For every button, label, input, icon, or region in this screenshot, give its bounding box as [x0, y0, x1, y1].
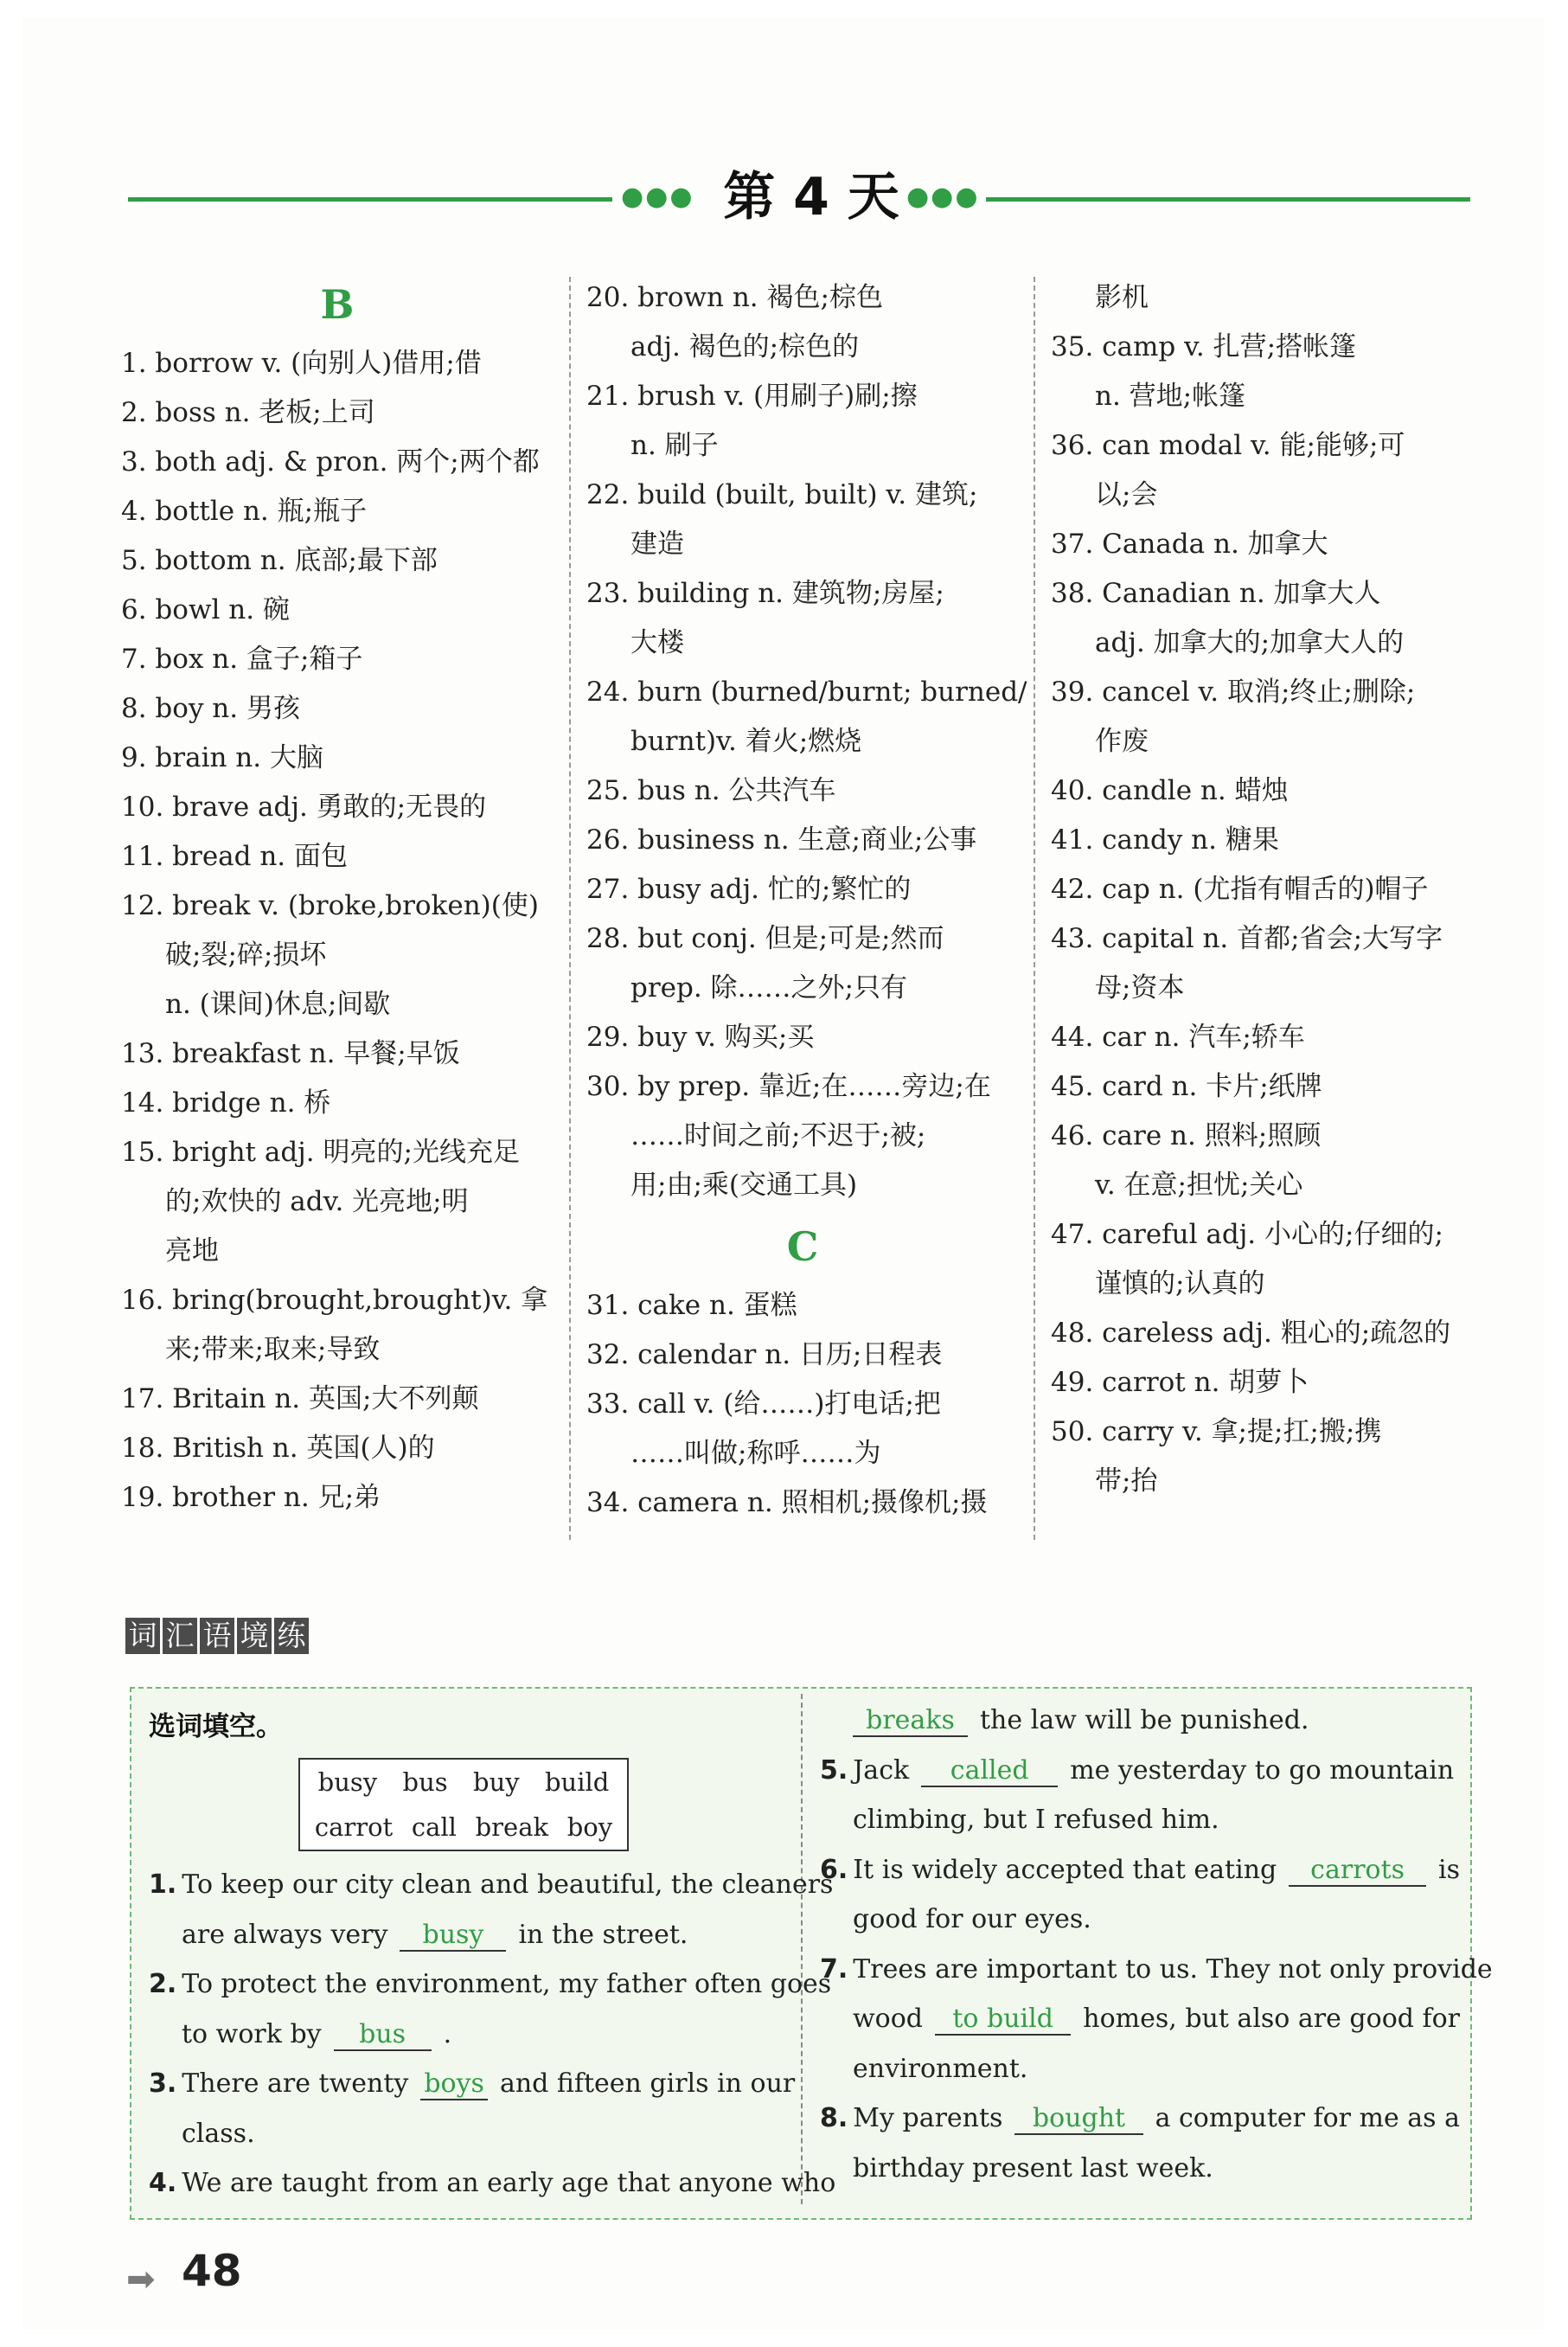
vocab-entry: 35. camp v. 扎营;搭帐篷: [1051, 331, 1357, 362]
vocab-entry: 36. can modal v. 能;能够;可: [1051, 430, 1405, 461]
vocab-entry-continued: 破;裂;碎;损坏: [165, 939, 327, 971]
question-3: [149, 2059, 796, 2109]
vocab-entry: 43. capital n. 首都;省会;大写字: [1051, 923, 1443, 954]
question-text: climbing, but I refused him.: [853, 1805, 1219, 1835]
page-title: 第 4 天: [723, 167, 899, 228]
question-number: 5.: [820, 1754, 848, 1786]
exercise-left-column: [149, 1860, 836, 2209]
question-text: birthday present last week.: [853, 2152, 1213, 2183]
word-bank-item: busy: [317, 1767, 378, 1797]
question-text: me yesterday to go mountain: [1070, 1754, 1455, 1786]
vocab-entry: 34. camera n. 照相机;摄像机;摄: [586, 1487, 988, 1518]
question-7: [820, 1945, 1493, 1995]
vocab-entry: 9. brain n. 大脑: [121, 742, 323, 773]
answer-blank[interactable]: boys: [420, 2069, 488, 2100]
exercise-instruction: 选词填空。: [149, 1711, 283, 1742]
vocab-entry-continued: 用;由;乘(交通工具): [630, 1170, 858, 1201]
vocab-entry: 8. boy n. 男孩: [121, 693, 300, 724]
question-text: the law will be punished.: [980, 1705, 1309, 1735]
question-text: .: [443, 2018, 452, 2049]
vocab-entry: 38. Canadian n. 加拿大人: [1051, 578, 1381, 609]
question-4: [149, 2158, 836, 2209]
vocab-entry: 22. build (built, built) v. 建筑;: [586, 479, 978, 510]
vocab-entry-continued: 以;会: [1095, 479, 1158, 510]
question-8: [820, 2094, 1460, 2144]
header-rule-right: [986, 197, 1470, 202]
vocab-entry: 39. cancel v. 取消;终止;删除;: [1051, 677, 1416, 708]
vocab-entry: 16. bring(brought,brought)v. 拿: [121, 1285, 548, 1316]
vocab-entry: 31. cake n. 蛋糕: [586, 1290, 797, 1321]
question-text: To protect the environment, my father often goes: [182, 1969, 832, 1999]
question-text: There are twenty: [182, 2068, 409, 2099]
vocab-entry: 7. box n. 盒子;箱子: [121, 644, 363, 675]
vocab-entry: 49. carrot n. 胡萝卜: [1051, 1367, 1309, 1398]
answer-blank[interactable]: busy: [400, 1921, 506, 1952]
vocab-entry-continued: 的;欢快的 adv. 光亮地;明: [165, 1186, 469, 1217]
header-dots-right: ●●●: [906, 182, 980, 212]
vocab-column-1: [121, 268, 554, 1523]
vocab-entry: 41. candy n. 糖果: [1051, 824, 1279, 856]
question-2: [149, 1959, 832, 2010]
word-bank-item: bus: [402, 1767, 448, 1797]
question-text: in the street.: [518, 1919, 688, 1950]
answer-blank[interactable]: to build: [935, 2004, 1071, 2036]
vocab-entry: 47. careful adj. 小心的;仔细的;: [1051, 1219, 1443, 1250]
vocab-entry-continued: 建造: [630, 529, 684, 560]
vocab-entry-continued: 带;抬: [1095, 1465, 1158, 1497]
section-label-char: 汇: [163, 1618, 197, 1654]
word-bank-item: carrot: [314, 1812, 394, 1842]
question-6: [820, 1845, 1460, 1895]
exercise-right-column: [820, 1696, 1493, 2193]
question-number: 6.: [820, 1854, 848, 1885]
question-1-line-2: [149, 1910, 780, 1960]
arrow-icon: ➡: [126, 2260, 156, 2299]
vocab-entry: 17. Britain n. 英国;大不列颠: [121, 1383, 479, 1414]
vocab-entry-continued: 母;资本: [1095, 972, 1185, 1004]
question-text: environment.: [853, 2053, 1028, 2084]
section-label-char: 语: [200, 1618, 234, 1654]
vocab-entry: 19. brother n. 兄;弟: [121, 1482, 381, 1513]
section-label: [125, 1618, 309, 1654]
question-5: [820, 1746, 1460, 1796]
vocab-entry-continued: n. 营地;帐篷: [1095, 381, 1246, 412]
vocab-entry-continued: adj. 褐色的;棕色的: [630, 331, 860, 362]
answer-blank[interactable]: bus: [334, 2020, 432, 2051]
vocab-entry-continued: 来;带来;取来;导致: [165, 1334, 381, 1365]
question-7-line-3: [820, 2044, 1460, 2094]
vocab-entry: 6. bowl n. 碗: [121, 594, 290, 625]
letter-heading-c: C: [786, 1223, 819, 1270]
vocab-entry-continued: burnt)v. 着火;燃烧: [630, 726, 862, 757]
question-text: are always very: [182, 1919, 388, 1950]
word-bank-row: [300, 1805, 627, 1850]
vocab-entry-continued: ……叫做;称呼……为: [630, 1438, 881, 1469]
vocab-entry: 14. bridge n. 桥: [121, 1087, 331, 1119]
vocab-entry-continued: 作废: [1095, 726, 1149, 757]
vocab-entry: 4. bottle n. 瓶;瓶子: [121, 496, 368, 527]
vocab-entry: 42. cap n. (尤指有帽舌的)帽子: [1051, 874, 1429, 905]
question-text: homes, but also are good for: [1083, 2004, 1460, 2034]
vocab-entry: 18. British n. 英国(人)的: [121, 1433, 435, 1464]
header-dots-left: ●●●: [621, 182, 694, 212]
vocab-entry: 3. both adj. & pron. 两个;两个都: [121, 446, 540, 478]
word-bank-row: [300, 1760, 627, 1805]
question-text: It is widely accepted that eating: [853, 1854, 1277, 1885]
section-label-char: 练: [274, 1618, 309, 1654]
question-number: 7.: [820, 1953, 848, 1985]
vocab-entry: 50. carry v. 拿;提;扛;搬;携: [1051, 1416, 1382, 1447]
vocab-entry: 24. burn (burned/burnt; burned/: [586, 677, 1027, 708]
vocab-entry: 13. breakfast n. 早餐;早饭: [121, 1038, 460, 1069]
vocab-entry: 15. bright adj. 明亮的;光线充足: [121, 1137, 520, 1168]
word-bank-item: call: [411, 1812, 457, 1842]
question-text: Trees are important to us. They not only provide: [853, 1953, 1493, 1985]
vocab-entry: 23. building n. 建筑物;房屋;: [586, 578, 944, 609]
section-label-char: 词: [125, 1618, 160, 1654]
question-text: To keep our city clean and beautiful, the cleaners: [182, 1869, 834, 1900]
column-divider: [1034, 277, 1035, 1540]
question-3-line-2: [149, 2109, 780, 2159]
word-bank-item: buy: [473, 1767, 520, 1797]
section-label-char: 境: [237, 1618, 272, 1654]
vocab-entry: 40. candle n. 蜡烛: [1051, 775, 1289, 806]
vocab-entry-continued: 亮地: [165, 1235, 219, 1266]
vocab-entry: 25. bus n. 公共汽车: [586, 775, 836, 806]
question-text: to work by: [182, 2018, 322, 2049]
question-5-line-2: [820, 1795, 1460, 1845]
header-rule-left: [128, 197, 612, 202]
page-header: [128, 156, 1470, 242]
vocab-entry-continued: n. (课间)休息;间歇: [165, 989, 391, 1020]
question-number: 8.: [820, 2103, 848, 2133]
vocab-entry: 28. but conj. 但是;可是;然而: [586, 923, 944, 954]
question-7-line-2: [820, 1994, 1460, 2044]
column-divider: [569, 277, 571, 1540]
question-text: We are taught from an early age that anyone who: [182, 2168, 836, 2198]
vocab-column-3: [1051, 273, 1483, 1506]
vocab-entry: 21. brush v. (用刷子)刷;擦: [586, 381, 918, 412]
question-2-line-2: [149, 2010, 780, 2060]
answer-blank[interactable]: called: [921, 1756, 1058, 1787]
answer-blank[interactable]: breaks: [853, 1706, 968, 1737]
vocab-entry: 11. bread n. 面包: [121, 841, 349, 872]
vocab-entry: 46. care n. 照料;照顾: [1051, 1120, 1322, 1151]
vocab-entry: 32. calendar n. 日历;日程表: [586, 1339, 943, 1370]
question-text: and fifteen girls in our: [499, 2068, 796, 2099]
vocab-entry: 2. boss n. 老板;上司: [121, 397, 375, 428]
vocab-entry: 44. car n. 汽车;轿车: [1051, 1022, 1305, 1053]
vocab-entry: 26. business n. 生意;商业;公事: [586, 824, 977, 856]
vocab-entry: 5. bottom n. 底部;最下部: [121, 545, 438, 576]
vocab-entry-continued: prep. 除……之外;只有: [630, 972, 908, 1004]
vocab-entry: 29. buy v. 购买;买: [586, 1022, 815, 1053]
word-bank-item: break: [475, 1812, 549, 1842]
vocab-entry: 1. borrow v. (向别人)借用;借: [121, 348, 482, 379]
vocab-entry-continued: v. 在意;担忧;关心: [1095, 1170, 1303, 1201]
question-6-line-2: [820, 1895, 1460, 1945]
question-text: class.: [182, 2118, 255, 2149]
vocab-entry: 30. by prep. 靠近;在……旁边;在: [586, 1071, 991, 1102]
vocab-entry: 27. busy adj. 忙的;繁忙的: [586, 874, 912, 905]
question-text: good for our eyes.: [853, 1904, 1091, 1934]
vocab-entry: 48. careless adj. 粗心的;疏忽的: [1051, 1318, 1451, 1349]
word-bank-item: build: [544, 1767, 610, 1797]
letter-heading-b: B: [320, 281, 355, 328]
vocab-entry-continued: n. 刷子: [630, 430, 719, 461]
vocab-entry-continued: 大楼: [630, 627, 684, 658]
vocab-entry-continued: 影机: [1095, 282, 1149, 313]
page-number: 48: [182, 2246, 242, 2296]
question-text: My parents: [853, 2103, 1003, 2133]
vocab-column-2: [586, 273, 1027, 1528]
question-1: [149, 1860, 834, 1910]
vocab-entry-continued: 谨慎的;认真的: [1095, 1268, 1265, 1299]
question-number: 4.: [149, 2168, 177, 2198]
vocab-entry: 45. card n. 卡片;纸牌: [1051, 1071, 1322, 1102]
question-number: 1.: [149, 1869, 177, 1900]
question-4-line-2: [820, 1696, 1460, 1746]
vocab-entry: 12. break v. (broke,broken)(使): [121, 890, 539, 921]
answer-blank[interactable]: bought: [1014, 2104, 1142, 2135]
vocab-entry-continued: adj. 加拿大的;加拿大人的: [1095, 627, 1405, 658]
question-text: is: [1438, 1854, 1460, 1885]
vocab-entry: 37. Canada n. 加拿大: [1051, 529, 1328, 560]
question-number: 3.: [149, 2068, 177, 2099]
word-bank: [298, 1758, 629, 1851]
question-text: a computer for me as a: [1155, 2103, 1460, 2133]
vocab-entry: 10. brave adj. 勇敢的;无畏的: [121, 792, 487, 823]
exercise-divider: [801, 1694, 803, 2204]
vocab-entry: 20. brown n. 褐色;棕色: [586, 282, 883, 313]
word-bank-item: boy: [566, 1812, 613, 1842]
question-number: 2.: [149, 1969, 177, 1999]
vocab-entry-continued: ……时间之前;不迟于;被;: [630, 1120, 926, 1151]
vocab-entry: 33. call v. (给……)打电话;把: [586, 1388, 941, 1420]
question-8-line-2: [820, 2144, 1460, 2194]
question-text: wood: [853, 2004, 924, 2034]
question-text: Jack: [853, 1754, 910, 1786]
answer-blank[interactable]: carrots: [1289, 1856, 1426, 1887]
